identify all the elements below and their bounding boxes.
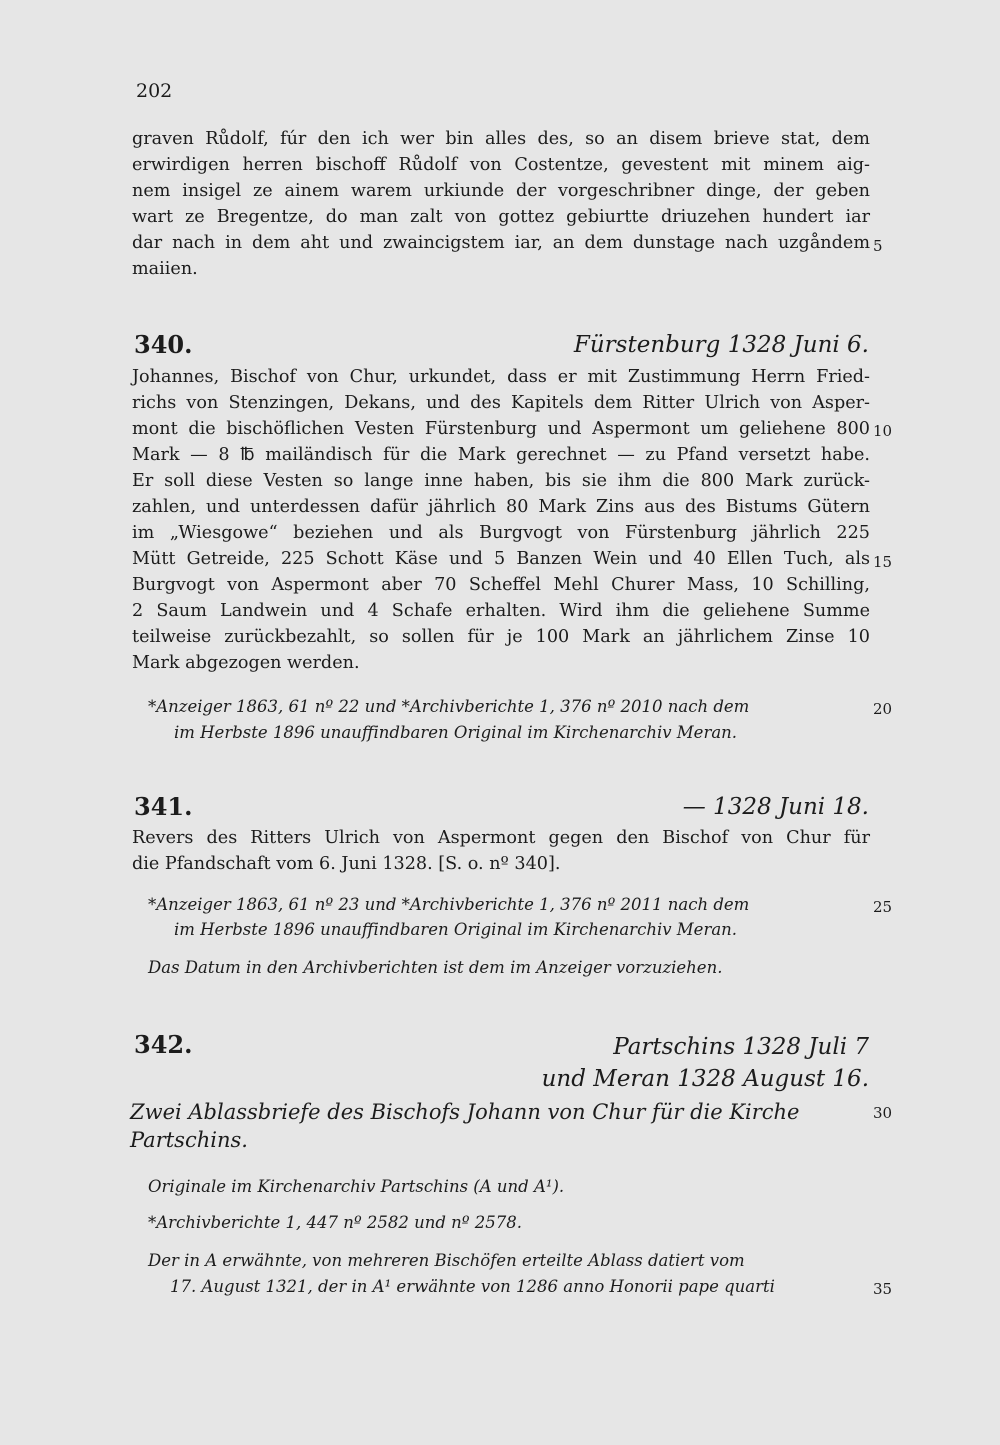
entry-date: und Meran 1328 August 16. xyxy=(541,1066,869,1092)
entry-title-line: Partschins. xyxy=(130,1128,248,1152)
margin-line-number: 10 xyxy=(873,422,893,440)
margin-line-number: 20 xyxy=(873,700,893,718)
source-note: *Archivberichte 1, 447 nº 2582 und nº 2578. xyxy=(148,1213,523,1232)
entry-text-line: richs von Stenzingen, Dekans, und des Kapitels dem Ritter Ulrich von Asper- xyxy=(132,393,870,413)
margin-line-number: 5 xyxy=(873,237,883,255)
entry-text-line: Burgvogt von Aspermont aber 70 Scheffel Mehl Churer Mass, 10 Schilling, xyxy=(132,575,870,595)
entry-number: 340. xyxy=(134,330,193,359)
intro-line: nem insigel ze ainem warem urkiunde der vorgeschribner dinge, der geben xyxy=(132,181,870,201)
entry-date: Partschins 1328 Juli 7 xyxy=(613,1034,869,1060)
margin-line-number: 30 xyxy=(873,1104,893,1122)
entry-number: 342. xyxy=(134,1030,193,1059)
margin-line-number: 25 xyxy=(873,898,893,916)
remark-note: Das Datum in den Archivberichten ist dem im Anzeiger vorzuziehen. xyxy=(148,958,723,977)
remark-note: Der in A erwähnte, von mehreren Bischöfen erteilte Ablass datiert vom xyxy=(148,1251,745,1270)
intro-line: dar nach in dem aht und zwaincigstem iar, an dem dunstage nach uzgåndem xyxy=(132,233,870,253)
margin-line-number: 15 xyxy=(873,553,893,571)
entry-date: — 1328 Juni 18. xyxy=(682,794,869,820)
entry-text-line: 2 Saum Landwein und 4 Schafe erhalten. Wird ihm die geliehene Summe xyxy=(132,601,870,621)
intro-line: graven Růdolf, fúr den ich wer bin alles des, so an disem brieve stat, dem xyxy=(132,129,870,149)
entry-title-line: Zwei Ablassbriefe des Bischofs Johann von Chur für die Kirche xyxy=(130,1100,800,1124)
entry-text-line: mont die bischöflichen Vesten Fürstenburg und Aspermont um geliehene 800 xyxy=(132,419,870,439)
page-number: 202 xyxy=(136,80,173,102)
intro-line: maiien. xyxy=(132,259,198,279)
intro-line: erwirdigen herren bischoff Růdolf von Costentze, gevestent mit minem aig- xyxy=(132,155,870,175)
entry-text-line: Revers des Ritters Ulrich von Aspermont gegen den Bischof von Chur für xyxy=(132,828,870,848)
entry-number: 341. xyxy=(134,792,193,821)
entry-text-line: zahlen, und unterdessen dafür jährlich 80 Mark Zins aus des Bistums Gütern xyxy=(132,497,870,517)
remark-note: 17. August 1321, der in A¹ erwähnte von 1286 anno Honorii pape quarti xyxy=(170,1277,775,1296)
source-note: Originale im Kirchenarchiv Partschins (A und A¹). xyxy=(148,1177,565,1196)
source-note: im Herbste 1896 unauffindbaren Original im Kirchenarchiv Meran. xyxy=(174,920,738,939)
entry-text-line: im „Wiesgowe“ beziehen und als Burgvogt von Fürstenburg jährlich 225 xyxy=(132,523,870,543)
entry-text-line: Mütt Getreide, 225 Schott Käse und 5 Banzen Wein und 40 Ellen Tuch, als xyxy=(132,549,870,569)
source-note: im Herbste 1896 unauffindbaren Original im Kirchenarchiv Meran. xyxy=(174,723,738,742)
entry-text-line: Johannes, Bischof von Chur, urkundet, dass er mit Zustimmung Herrn Fried- xyxy=(132,367,870,387)
entry-text-line: Mark abgezogen werden. xyxy=(132,653,360,673)
entry-text-line: die Pfandschaft vom 6. Juni 1328. [S. o. nº 340]. xyxy=(132,854,561,874)
source-note: *Anzeiger 1863, 61 nº 23 und *Archivberichte 1, 376 nº 2011 nach dem xyxy=(148,895,750,914)
margin-line-number: 35 xyxy=(873,1280,893,1298)
entry-text-line: teilweise zurückbezahlt, so sollen für je 100 Mark an jährlichem Zinse 10 xyxy=(132,627,870,647)
intro-line: wart ze Bregentze, do man zalt von gottez gebiurtte driuzehen hundert iar xyxy=(132,207,870,227)
entry-date: Fürstenburg 1328 Juni 6. xyxy=(573,332,869,358)
source-note: *Anzeiger 1863, 61 nº 22 und *Archivberichte 1, 376 nº 2010 nach dem xyxy=(148,697,750,716)
entry-text-line: Mark — 8 ℔ mailändisch für die Mark gerechnet — zu Pfand versetzt habe. xyxy=(132,445,870,465)
entry-text-line: Er soll diese Vesten so lange inne haben, bis sie ihm die 800 Mark zurück- xyxy=(132,471,870,491)
